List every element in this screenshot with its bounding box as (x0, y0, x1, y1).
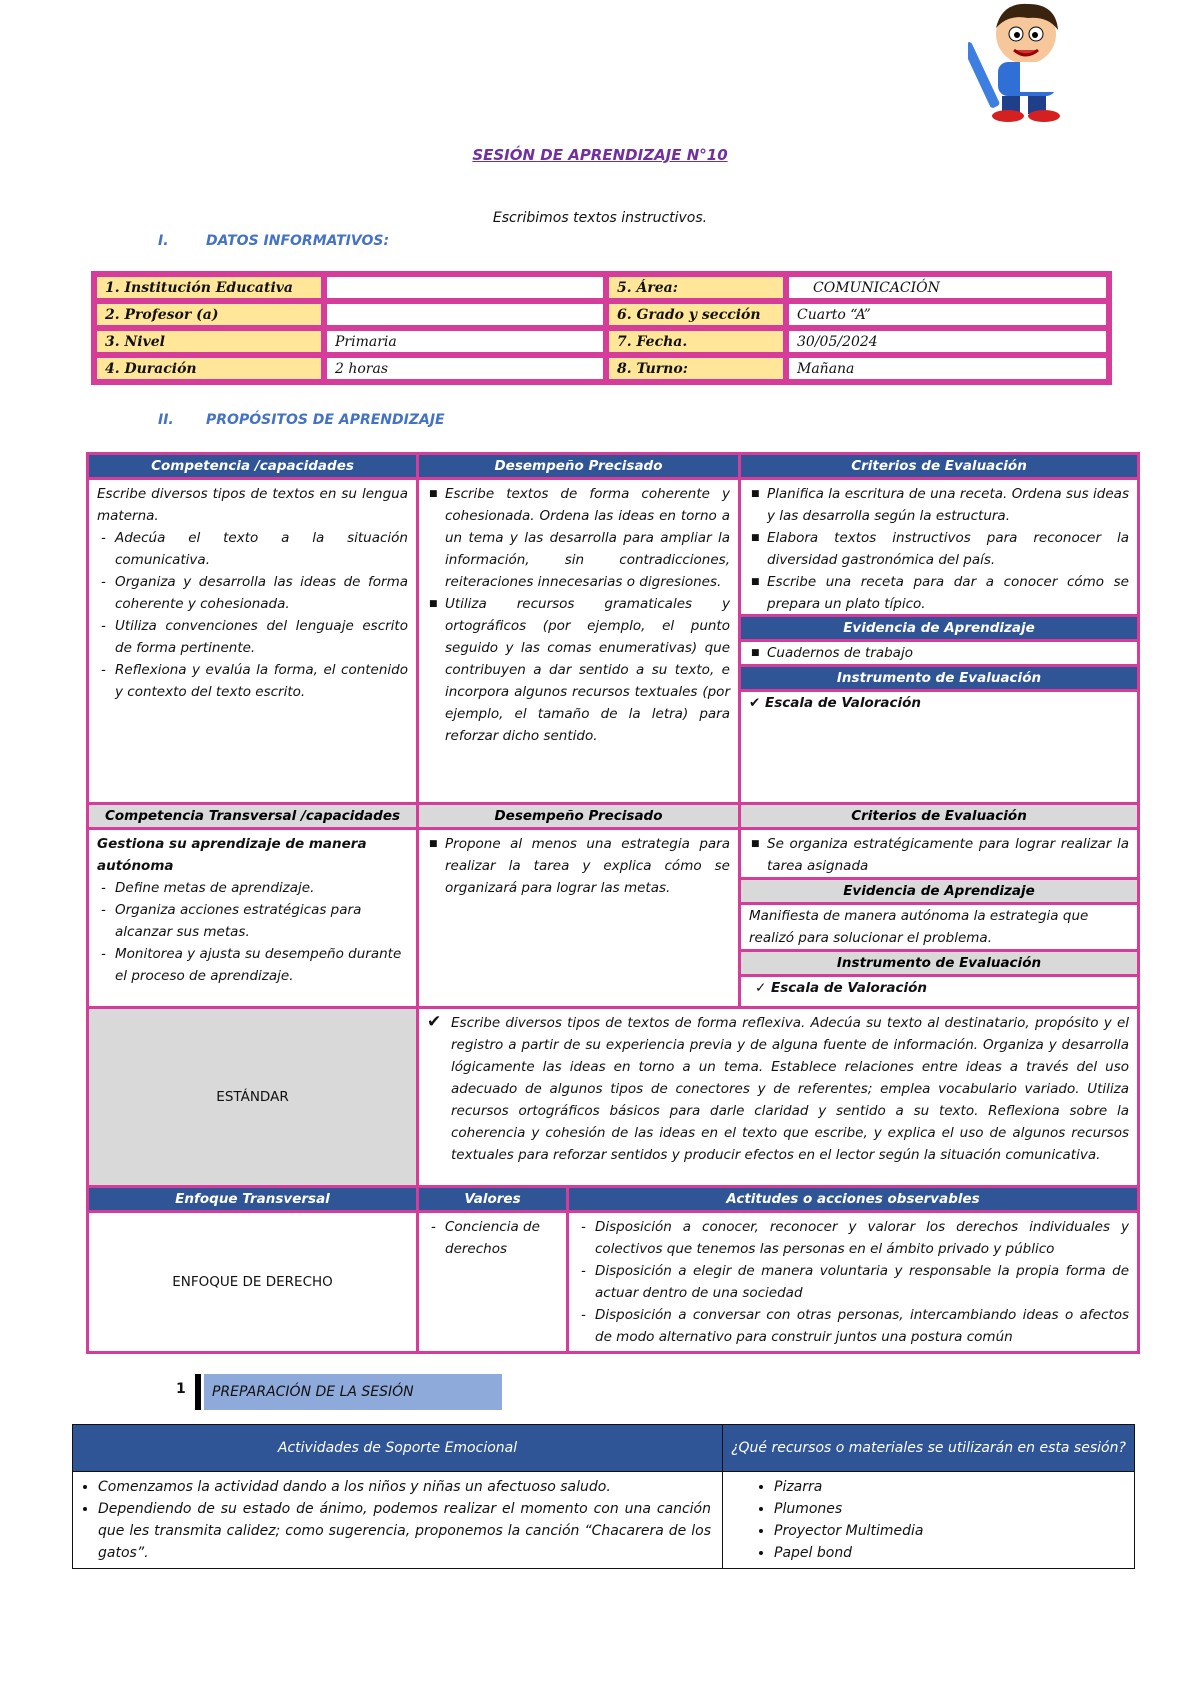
list-item: - Disposición a conocer, reconocer y valorar los derechos individuales y colectivos que tenemos las personas en el ámbito privado y público (595, 1216, 1129, 1260)
header-competencia: Competencia /capacidades (88, 454, 418, 479)
list-item: - Monitorea y ajusta su desempeño durante el proceso de aprendizaje. (115, 943, 408, 987)
recursos-cell (723, 1472, 1135, 1569)
competencia-transversal-cell (88, 829, 418, 1008)
actividades-cell (73, 1472, 723, 1569)
competencia-cell (88, 479, 418, 804)
instrumento-value: Escala de Valoración (765, 695, 922, 711)
datos-value: 2 horas (324, 355, 606, 382)
list-item: • Comenzamos la actividad dando a los niños y niñas un afectuoso saludo. (98, 1476, 711, 1498)
list-item: • Dependiendo de su estado de ánimo, podemos realizar el momento con una canción que les transmita calidez; como sugerencia, proponemos la canción “Chacarera de los gatos”. (98, 1498, 711, 1564)
datos-value: 30/05/2024 (786, 328, 1109, 355)
instrumento-transversal-value: Escala de Valoración (771, 980, 928, 996)
list-item: - Conciencia de derechos (445, 1216, 558, 1260)
valores-cell (418, 1212, 568, 1353)
session-subtitle: Escribimos textos instructivos. (492, 210, 708, 226)
list-item: ■ Propone al menos una estrategia para realizar la tarea y explica cómo se organizará para lograr las metas. (445, 833, 730, 899)
check-icon: ✔ (427, 1012, 442, 1032)
header-valores: Valores (418, 1187, 568, 1212)
section-1-number: I. (158, 233, 169, 249)
list-item: • Papel bond (774, 1542, 1123, 1564)
header-desempeno-transversal: Desempeño Precisado (418, 804, 740, 829)
datos-value: Cuarto “A” (786, 301, 1109, 328)
actitudes-cell (568, 1212, 1139, 1353)
desempeno-cell (418, 479, 740, 804)
datos-value (324, 301, 606, 328)
list-item: ■ Planifica la escritura de una receta. Ordena sus ideas y las desarrolla según la estructura. (767, 483, 1129, 527)
enfoque-value: ENFOQUE DE DERECHO (88, 1212, 418, 1353)
list-item: ■ Se organiza estratégicamente para lograr realizar la tarea asignada (767, 833, 1129, 877)
list-item: ■ Cuadernos de trabajo (767, 642, 1129, 664)
table-row (88, 1212, 1139, 1353)
table-row (94, 355, 1109, 382)
list-item: - Organiza y desarrolla las ideas de forma coherente y cohesionada. (115, 571, 408, 615)
estandar-cell (418, 1008, 1139, 1187)
section-2-heading: PROPÓSITOS DE APRENDIZAJE (206, 412, 445, 428)
check-icon: ✓ (755, 980, 767, 996)
table-row (73, 1472, 1135, 1569)
header-desempeno: Desempeño Precisado (418, 454, 740, 479)
header-recursos: ¿Qué recursos o materiales se utilizarán en esta sesión? (723, 1425, 1135, 1472)
evidencia-transversal-value: Manifiesta de manera autónoma la estrategia que realizó para solucionar el problema. (741, 902, 1137, 949)
table-row (88, 804, 1139, 829)
table-row (88, 829, 1139, 1008)
estandar-text: Escribe diversos tipos de textos de forma reflexiva. Adecúa su texto al destinatario, propósito y el registro a partir de su experiencia previa y de alguna fuente de información. Organiza y desarrolla lógicamente las ideas en torno a un tema. Establece relaciones entre ideas a través del uso adecuado de algunos tipos de conectores y de referentes; emplea vocabulario variado. Utiliza recursos ortográficos básicos para darle claridad y sentido a su texto. Reflexiona sobre la coherencia y cohesión de las ideas en el texto que escribe, y explica el uso de algunos recursos textuales para reforzar sentidos y producir efectos en el lector según la situación comunicativa. (451, 1015, 1129, 1163)
list-item: - Organiza acciones estratégicas para alcanzar sus metas. (115, 899, 408, 943)
datos-informativos-table (91, 271, 1112, 385)
list-item: - Disposición a elegir de manera voluntaria y responsable la propia forma de actuar dentro de una sociedad (595, 1260, 1129, 1304)
propositos-table (86, 452, 1140, 1354)
header-instrumento: Instrumento de Evaluación (741, 664, 1137, 689)
header-criterios: Criterios de Evaluación (740, 454, 1139, 479)
list-item: ■ Utiliza recursos gramaticales y ortográficos (por ejemplo, el punto seguido y las comas enumerativas) que contribuyen a dar sentido a su texto, e incorpora algunos recursos textuales (por ejemplo, el tamaño de la letra) para reforzar dicho sentido. (445, 593, 730, 747)
session-title: SESIÓN DE APRENDIZAJE N°10 (472, 146, 728, 164)
datos-label: 6. Grado y sección (606, 301, 786, 328)
list-item: - Define metas de aprendizaje. (115, 877, 408, 899)
header-evidencia: Evidencia de Aprendizaje (741, 614, 1137, 639)
competencia-title: Escribe diversos tipos de textos en su lengua materna. (97, 486, 408, 524)
datos-value: COMUNICACIÓN (786, 274, 1109, 301)
table-row (73, 1425, 1135, 1472)
estandar-label: ESTÁNDAR (88, 1008, 418, 1187)
header-competencia-transversal: Competencia Transversal /capacidades (88, 804, 418, 829)
header-evidencia-transversal: Evidencia de Aprendizaje (741, 877, 1137, 902)
section-1-heading: DATOS INFORMATIVOS: (206, 233, 390, 249)
list-item: - Reflexiona y evalúa la forma, el contenido y contexto del texto escrito. (115, 659, 408, 703)
list-item: - Utiliza convenciones del lenguaje escrito de forma pertinente. (115, 615, 408, 659)
datos-label: 3. Nivel (94, 328, 324, 355)
list-item: • Pizarra (774, 1476, 1123, 1498)
list-item: ■ Escribe una receta para dar a conocer cómo se prepara un plato típico. (767, 571, 1129, 615)
criterios-cell (740, 479, 1139, 804)
list-item: ■ Escribe textos de forma coherente y cohesionada. Ordena las ideas en torno a un tema y las desarrolla para ampliar la información, sin contradicciones, reiteraciones innecesarias o digresiones. (445, 483, 730, 593)
header-actividades: Actividades de Soporte Emocional (73, 1425, 723, 1472)
check-icon: ✔ (749, 695, 761, 711)
datos-label: 4. Duración (94, 355, 324, 382)
header-instrumento-transversal: Instrumento de Evaluación (741, 949, 1137, 974)
competencia-transversal-title: Gestiona su aprendizaje de manera autónoma (97, 836, 367, 874)
table-row (88, 1008, 1139, 1187)
list-item: • Plumones (774, 1498, 1123, 1520)
header-enfoque: Enfoque Transversal (88, 1187, 418, 1212)
header-actitudes: Actitudes o acciones observables (568, 1187, 1139, 1212)
table-row (94, 328, 1109, 355)
list-item: - Disposición a conversar con otras personas, intercambiando ideas o afectos de modo alternativo para construir juntos una postura común (595, 1304, 1129, 1348)
datos-label: 2. Profesor (a) (94, 301, 324, 328)
list-item: - Adecúa el texto a la situación comunicativa. (115, 527, 408, 571)
prep-bar (195, 1374, 201, 1410)
datos-label: 7. Fecha. (606, 328, 786, 355)
datos-value (324, 274, 606, 301)
table-row (88, 1187, 1139, 1212)
table-row (88, 479, 1139, 804)
list-item: • Proyector Multimedia (774, 1520, 1123, 1542)
criterios-transversal-cell (740, 829, 1139, 1008)
section-2-number: II. (158, 412, 174, 428)
student-illustration (968, 0, 1078, 122)
recursos-table (72, 1424, 1135, 1569)
desempeno-transversal-cell (418, 829, 740, 1008)
table-row (94, 274, 1109, 301)
prep-heading: PREPARACIÓN DE LA SESIÓN (204, 1374, 502, 1410)
datos-label: 5. Área: (606, 274, 786, 301)
header-criterios-transversal: Criterios de Evaluación (740, 804, 1139, 829)
table-row (88, 454, 1139, 479)
datos-label: 8. Turno: (606, 355, 786, 382)
datos-label: 1. Institución Educativa (94, 274, 324, 301)
table-row (94, 301, 1109, 328)
prep-number: 1 (176, 1381, 186, 1397)
list-item: ■ Elabora textos instructivos para reconocer la diversidad gastronómica del país. (767, 527, 1129, 571)
datos-value: Mañana (786, 355, 1109, 382)
datos-value: Primaria (324, 328, 606, 355)
